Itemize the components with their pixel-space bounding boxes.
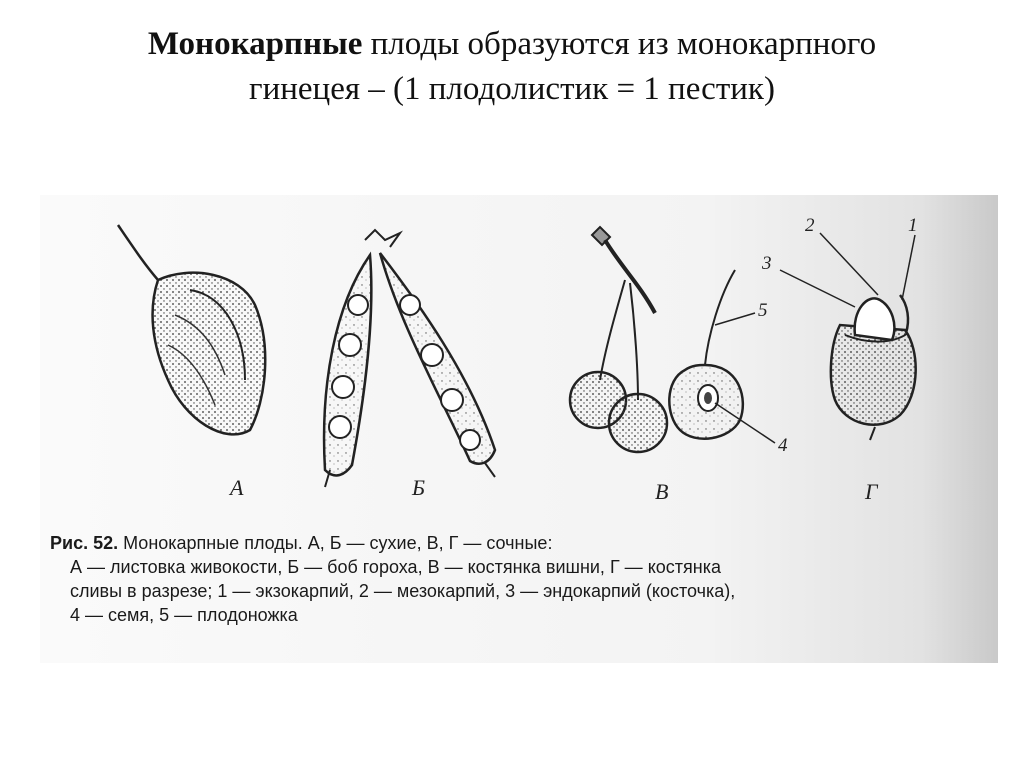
- title-bold-word: Монокарпные: [147, 26, 363, 62]
- number-5: 5: [758, 300, 768, 321]
- caption-line-2: А — листовка живокости, Б — боб гороха, В — костянка вишни, Г — костянка: [70, 557, 721, 577]
- number-3: 3: [762, 253, 772, 274]
- number-2: 2: [805, 215, 815, 236]
- caption-heading: Рис. 52.: [50, 533, 119, 553]
- follicle-larkspur-drawing: [118, 225, 265, 434]
- number-1: 1: [908, 215, 918, 236]
- label-g: Г: [865, 479, 878, 504]
- label-v: В: [655, 479, 669, 504]
- caption-line-1-text: Монокарпные плоды. А, Б — сухие, В, Г — сочные:: [118, 533, 553, 553]
- plum-section-drawing: [780, 233, 916, 440]
- title-line-1: [40, 22, 984, 67]
- label-b: Б: [412, 475, 425, 500]
- title-line-2: гинецея – (1 плодолистик = 1 пестик): [249, 71, 775, 107]
- label-a: А: [230, 475, 244, 500]
- caption-line-3: сливы в разрезе; 1 — экзокарпий, 2 — мезокарпий, 3 — эндокарпий (косточка),: [70, 581, 736, 601]
- caption-line-4: 4 — семя, 5 — плодоножка: [70, 605, 298, 625]
- number-4: 4: [778, 435, 788, 456]
- title-line-1-rest: плоды образуются из монокарпного: [362, 26, 877, 62]
- figure-scan: [40, 195, 998, 663]
- caption-line-1: [50, 531, 996, 555]
- cherry-drupe-drawing: [570, 227, 775, 452]
- figure-caption: [50, 531, 996, 627]
- slide-title: [40, 22, 984, 112]
- pea-pod-drawing: [324, 230, 495, 487]
